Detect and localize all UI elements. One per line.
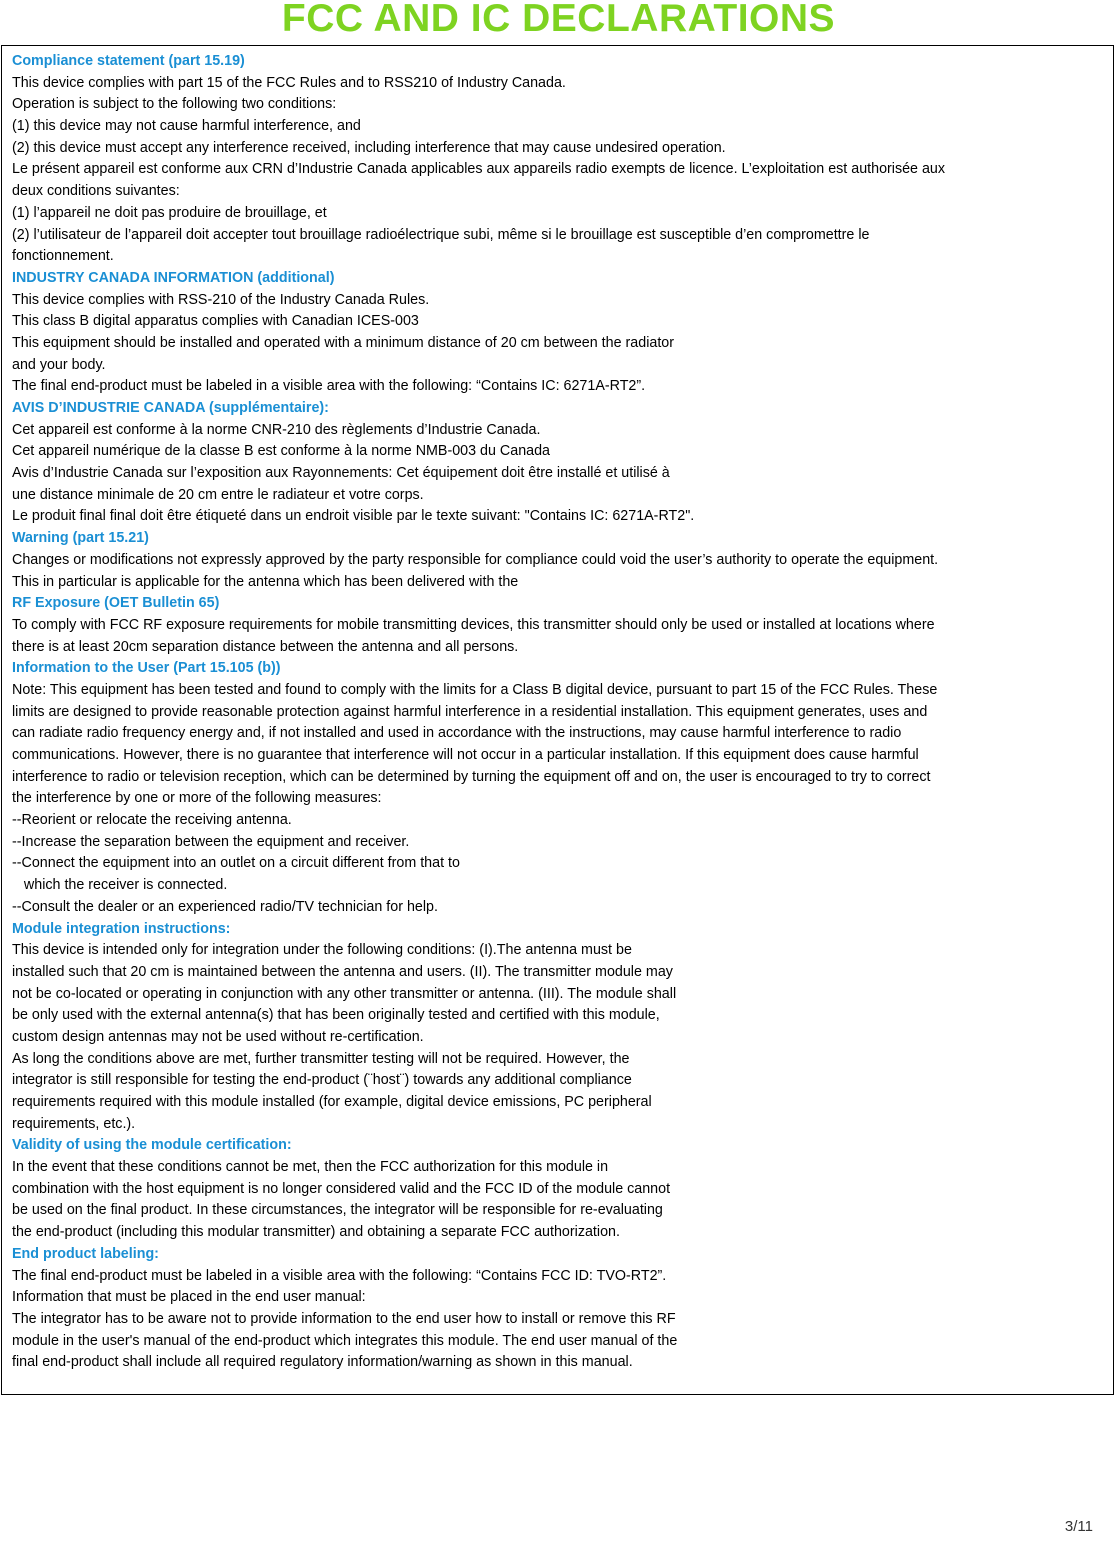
section-heading: Validity of using the module certification: — [12, 1137, 292, 1154]
text-line: communications. However, there is no guarantee that interference will not occur in a particular installation. If this equipment does cause harmful — [12, 747, 919, 763]
text-line: Cet appareil numérique de la classe B est conforme à la norme NMB-003 du Canada — [12, 443, 551, 460]
text-line: Le présent appareil est conforme aux CRN d’Industrie Canada applicables aux appareils radio exempts de licence. L’exploitation est authorisée aux — [12, 161, 946, 178]
text-line: This in particular is applicable for the antenna which has been delivered with the — [12, 573, 519, 590]
text-line: requirements, etc.). — [12, 1115, 136, 1132]
text-line: Operation is subject to the following two conditions: — [12, 96, 337, 113]
text-line: This device is intended only for integration under the following conditions: (I).The antenna must be — [12, 942, 632, 959]
page-number: 3/11 — [1064, 1518, 1093, 1535]
text-line: As long the conditions above are met, further transmitter testing will not be required. However, the — [12, 1050, 630, 1067]
section-heading: Information to the User (Part 15.105 (b)) — [12, 660, 281, 677]
text-line: --Reorient or relocate the receiving antenna. — [12, 812, 292, 829]
text-line: This equipment should be installed and operated with a minimum distance of 20 cm between the radiator — [12, 334, 675, 351]
text-line: The final end-product must be labeled in a visible area with the following: “Contains IC: 6271A-RT2”. — [12, 378, 646, 395]
text-line: final end-product shall include all required regulatory information/warning as shown in this manual. — [12, 1354, 633, 1371]
text-line: (2) l’utilisateur de l’appareil doit accepter tout brouillage radioélectrique subi, même si le brouillage est susceptible d’en compromettre le — [12, 226, 870, 243]
section-heading: AVIS D’INDUSTRIE CANADA (supplémentaire): — [12, 400, 329, 416]
text-line: Note: This equipment has been tested and found to comply with the limits for a Class B digital device, pursuant to part 15 of the FCC Rules. These — [12, 681, 938, 698]
text-line: Information that must be placed in the end user manual: — [12, 1289, 366, 1306]
text-line: integrator is still responsible for testing the end-product (¨host¨) towards any additional compliance — [12, 1072, 632, 1089]
text-line: which the receiver is connected. — [12, 877, 228, 894]
text-line: Avis d’Industrie Canada sur l’exposition aux Rayonnements: Cet équipement doit être installé et utilisé à — [12, 465, 670, 482]
section-heading: Compliance statement (part 15.19) — [12, 53, 245, 69]
text-line: custom design antennas may not be used without re-certification. — [12, 1028, 424, 1045]
text-line: installed such that 20 cm is maintained between the antenna and users. (II). The transmitter module may — [12, 963, 673, 980]
text-line: deux conditions suivantes: — [12, 183, 180, 200]
text-line: be used on the final product. In these circumstances, the integrator will be responsible for re-evaluating — [12, 1202, 663, 1219]
text-line: The integrator has to be aware not to provide information to the end user how to install or remove this RF — [12, 1310, 676, 1327]
section-heading: End product labeling: — [12, 1245, 159, 1262]
section-heading: Module integration instructions: — [12, 920, 231, 937]
text-line: This device complies with RSS-210 of the Industry Canada Rules. — [12, 291, 430, 308]
text-line: (1) this device may not cause harmful interference, and — [12, 118, 361, 135]
text-line: In the event that these conditions cannot be met, then the FCC authorization for this module in — [12, 1159, 609, 1176]
text-line: not be co-located or operating in conjunction with any other transmitter or antenna. (III). The module shall — [12, 985, 677, 1002]
text-line: can radiate radio frequency energy and, if not installed and used in accordance with the instructions, may cause harmful interference to radio — [12, 725, 902, 742]
text-line: The final end-product must be labeled in a visible area with the following: “Contains FCC ID: TVO-RT2”. — [12, 1267, 667, 1284]
text-line: (1) l’appareil ne doit pas produire de brouillage, et — [12, 204, 327, 221]
text-line: be only used with the external antenna(s) that has been originally tested and certified with this module, — [12, 1007, 660, 1024]
section-heading: INDUSTRY CANADA INFORMATION (additional) — [12, 269, 335, 286]
text-line: This class B digital apparatus complies with Canadian ICES-003 — [12, 313, 419, 330]
text-line: To comply with FCC RF exposure requirements for mobile transmitting devices, this transmitter should only be used or installed at locations where — [12, 616, 935, 633]
text-line: limits are designed to provide reasonable protection against harmful interference in a residential installation. This equipment generates, uses and — [12, 703, 928, 720]
text-line: --Increase the separation between the equipment and receiver. — [12, 833, 410, 850]
text-line: This device complies with part 15 of the FCC Rules and to RSS210 of Industry Canada. — [12, 74, 566, 91]
text-line: (2) this device must accept any interference received, including interference that may cause undesired operation. — [12, 139, 726, 156]
page-title: FCC AND IC DECLARATIONS — [281, 0, 836, 40]
text-line: combination with the host equipment is no longer considered valid and the FCC ID of the module cannot — [12, 1180, 671, 1197]
text-line: requirements required with this module installed (for example, digital device emissions, PC peripheral — [12, 1094, 652, 1110]
text-line: --Consult the dealer or an experienced radio/TV technician for help. — [12, 898, 438, 915]
text-line: Changes or modifications not expressly approved by the party responsible for compliance could void the user’s authority to operate the equipment. — [12, 551, 939, 568]
text-line: Cet appareil est conforme à la norme CNR-210 des règlements d’Industrie Canada. — [12, 421, 541, 438]
section-heading: Warning (part 15.21) — [12, 530, 149, 547]
text-line: there is at least 20cm separation distance between the antenna and all persons. — [12, 638, 519, 655]
text-line: the interference by one or more of the following measures: — [12, 790, 382, 807]
text-line: --Connect the equipment into an outlet on a circuit different from that to — [12, 855, 460, 872]
text-line: and your body. — [12, 356, 106, 373]
text-line: fonctionnement. — [12, 248, 114, 265]
text-line: Le produit final final doit être étiqueté dans un endroit visible par le texte suivant: "Contains IC: 6271A-RT2". — [12, 508, 695, 525]
declaration-box — [1, 45, 1114, 1395]
section-heading: RF Exposure (OET Bulletin 65) — [12, 595, 220, 612]
text-line: module in the user's manual of the end-product which integrates this module. The end user manual of the — [12, 1332, 678, 1349]
text-line: interference to radio or television reception, which can be determined by turning the equipment off and on, the user is encouraged to try to correct — [12, 768, 931, 785]
text-line: the end-product (including this modular transmitter) and obtaining a separate FCC authorization. — [12, 1224, 620, 1241]
text-line: une distance minimale de 20 cm entre le radiateur et votre corps. — [12, 486, 424, 503]
